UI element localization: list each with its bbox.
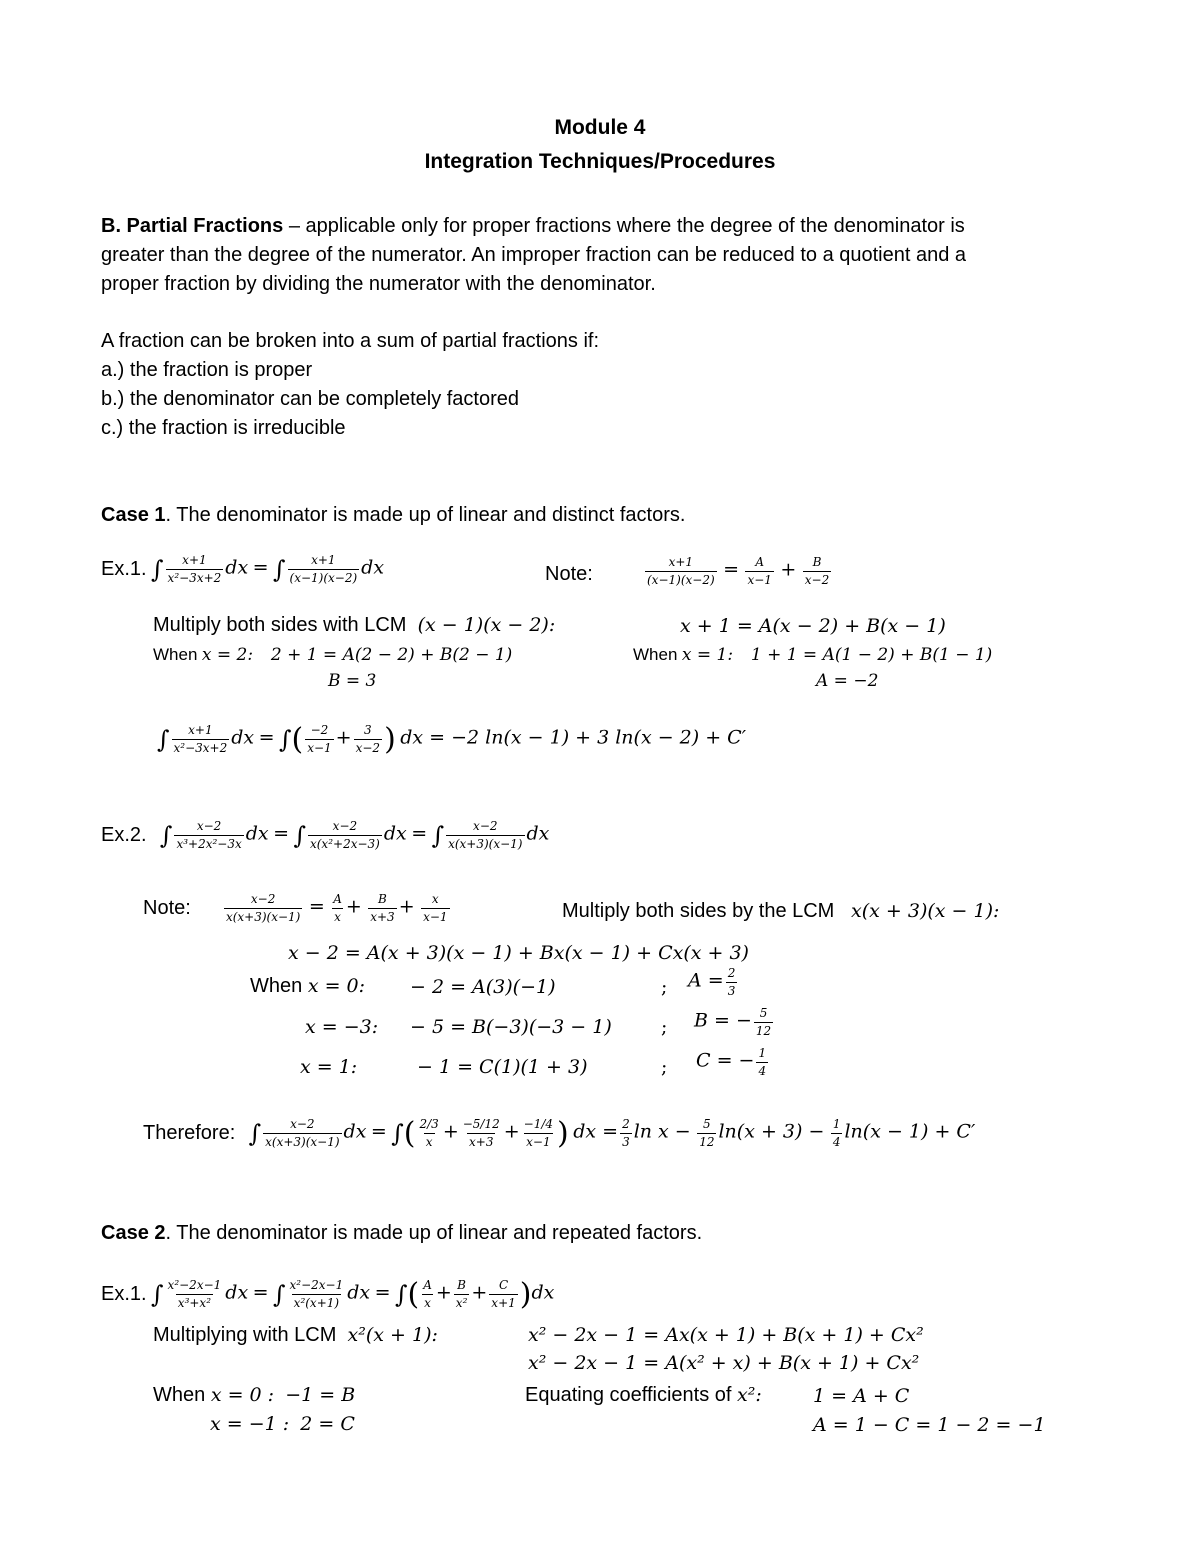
case1-ex2-r3-eq: − 1 = C(1)(1 + 3) — [417, 1056, 588, 1078]
case2-heading — [101, 1219, 702, 1248]
case1-multiply: Multiply both sides with LCM (x − 1)(x − 2): — [153, 614, 556, 636]
fraction: $\frac{B}{x-2}$ — [804, 555, 830, 587]
case2-eq1: x² − 2x − 1 = Ax(x + 1) + B(x + 1) + Cx² — [528, 1324, 924, 1346]
condition-c: c.) the fraction is irreducible — [101, 417, 346, 439]
fraction: $\frac{x+1}{(x-1)(x-2)}$ — [289, 553, 358, 585]
case1-label: Case 1 — [101, 504, 166, 526]
semicolon: ; — [661, 976, 668, 998]
semicolon: ; — [661, 1016, 668, 1038]
case1-ex2-r2-eq: − 5 = B(−3)(−3 − 1) — [410, 1016, 612, 1038]
case2-eqc2: A = 1 − C = 1 − 2 = −1 — [813, 1414, 1046, 1436]
case2-label: Case 2 — [101, 1222, 166, 1244]
case1-when-a: When x = 2: 2 + 1 = A(2 − 2) + B(2 − 1) — [153, 645, 513, 665]
case1-a-result: A = −2 — [816, 671, 879, 691]
fraction: $\frac{x+1}{(x-1)(x-2)}$ — [647, 555, 715, 587]
case1-text: . The denominator is made up of linear and distinct factors. — [165, 504, 686, 526]
case2-ex1-integral: Ex.1. ∫ $\frac{\text{x²−2x−1}}{\text{x³+x²}}$ dx = ∫ $\frac{\text{x²−2x−1}}{\text{x²(x+1)}}$ dx = ∫( $\frac{A}{x}$ + $\frac{B}{\text{x²}}$ + $\frac{C}{x+1}$ )dx — [101, 1277, 555, 1312]
case2-text: . The denominator is made up of linear and repeated factors. — [165, 1222, 703, 1244]
fraction: $\frac{A}{x-1}$ — [747, 555, 772, 587]
partial-fractions-heading: B. Partial Fractions — [101, 215, 284, 237]
conditions-lead: A fraction can be broken into a sum of partial fractions if: — [101, 330, 600, 352]
case1-ex2-multiply: Multiply both sides by the LCM x(x + 3)(x − 1): — [562, 900, 1000, 922]
module-subtitle: Integration Techniques/Procedures — [424, 150, 776, 173]
case1-ex2-identity: x − 2 = A(x + 3)(x − 1) + Bx(x − 1) + Cx(x + 3) — [288, 942, 749, 964]
dx: dx — [225, 556, 249, 579]
case2-eqc1: 1 = A + C — [813, 1385, 910, 1407]
ex-label: Ex.1. — [101, 558, 147, 580]
case1-ex2-r2-cond: x = −3: — [305, 1016, 379, 1038]
integral-sign: ∫ — [151, 555, 164, 584]
case1-note-equation: $\frac{x+1}{(x-1)(x-2)}$ = $\frac{A}{x-1}$ + $\frac{B}{x-2}$ — [647, 555, 830, 587]
case1-note-label: Note: — [545, 563, 593, 585]
case1-ex2-therefore: Therefore: ∫ $\frac{x-2}{x(x+3)(x-1)}$ dx = ∫( $\frac{2/3}{x}$ + $\frac{-5/12}{x+3}$ + $\frac{-1/4}{x-1}$ ) dx = $\frac{2}{3}$ ln x − $\frac{5}{12}$ ln(x + 3) − $\frac{1}{4}$ ln(x − 1) + C′ — [143, 1116, 976, 1151]
fraction: $\frac{x+1}{\text{x²−3x+2}}$ — [167, 553, 222, 585]
semicolon: ; — [661, 1056, 668, 1078]
case1-ex2-r2-val: B = − $\frac{5}{12}$ — [694, 1006, 772, 1038]
condition-a: a.) the fraction is proper — [101, 359, 313, 381]
intro-line-1 — [101, 212, 965, 241]
case1-ex2-when: When x = 0: — [250, 975, 366, 997]
case1-ex2-note: Note: $\frac{x-2}{x(x+3)(x-1)}$ = $\frac{A}{x}$ + $\frac{B}{x+3}$ + $\frac{x}{x-1}$ — [143, 892, 448, 924]
case1-ex1-integral — [101, 553, 384, 586]
case2-equating: Equating coefficients of x²: — [525, 1384, 762, 1406]
case1-ex2-r1-eq: − 2 = A(3)(−1) — [410, 976, 556, 998]
case1-ex2-r1-val: A = $\frac{2}{3}$ — [688, 966, 736, 998]
case1-heading — [101, 501, 685, 530]
integral-sign: ∫ — [273, 555, 286, 584]
intro-line-1-text: – applicable only for proper fractions where the degree of the denominator is — [283, 215, 965, 237]
case1-ex2-r3-val: C = − $\frac{1}{4}$ — [696, 1046, 767, 1078]
equals: = — [252, 556, 269, 579]
intro-line-2: greater than the degree of the numerator. An improper fraction can be reduced to a quotient and a — [101, 244, 967, 266]
case1-b-result: B = 3 — [328, 671, 377, 691]
case1-ex2-r3-cond: x = 1: — [300, 1056, 358, 1078]
case2-when-1: When x = 0 : −1 = B — [153, 1384, 356, 1406]
module-title: Module 4 — [554, 116, 646, 139]
condition-b: b.) the denominator can be completely factored — [101, 388, 520, 410]
case1-when-b: When x = 1: 1 + 1 = A(1 − 2) + B(1 − 1) — [633, 645, 993, 665]
case1-identity: x + 1 = A(x − 2) + B(x − 1) — [680, 615, 946, 637]
case2-eq2: x² − 2x − 1 = A(x² + x) + B(x + 1) + Cx² — [528, 1352, 920, 1374]
case1-ex2-integral: Ex.2. ∫ $\frac{x-2}{\text{x³+2x²−3x}}$ dx = ∫ $\frac{x-2}{\text{x(x²+2x−3)}}$ dx = ∫ $\frac{x-2}{x(x+3)(x-1)}$ dx — [101, 819, 550, 851]
dx: dx — [361, 556, 385, 579]
intro-line-3: proper fraction by dividing the numerator with the denominator. — [101, 273, 656, 295]
case2-multiply: Multiplying with LCM x²(x + 1): — [153, 1324, 438, 1346]
case2-when-2: x = −1 : 2 = C — [210, 1413, 355, 1435]
case1-ex1-result: ∫ $\frac{x+1}{\text{x²−3x+2}}$ dx = ∫( $\frac{-2}{x-1}$ + $\frac{3}{x-2}$ ) dx = −2 ln(x − 1) + 3 ln(x − 2) + C′ — [157, 722, 747, 757]
